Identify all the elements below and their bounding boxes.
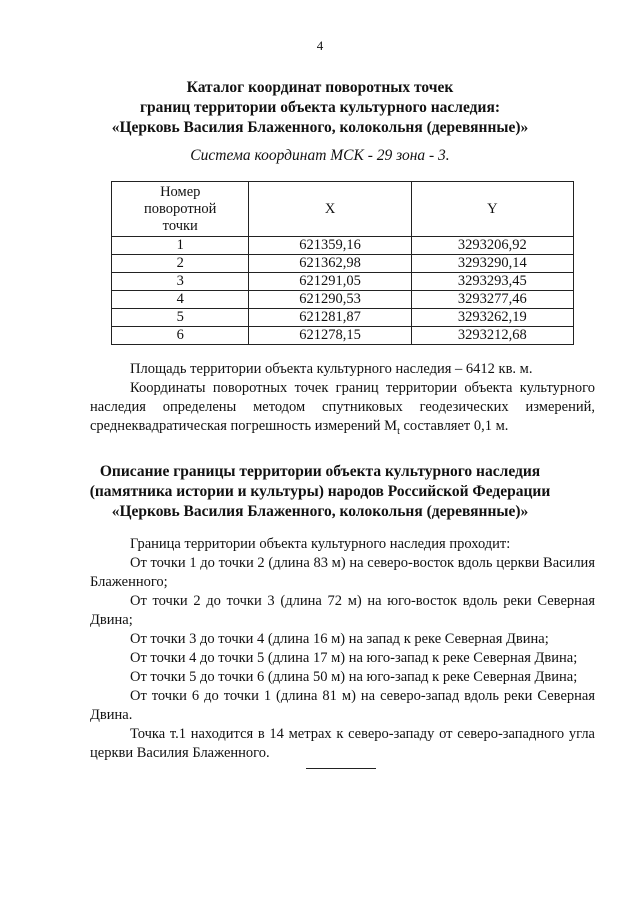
table-header-row [112, 182, 574, 237]
header-line: поворотной [144, 200, 217, 217]
cell-point: 6 [112, 327, 249, 345]
cell-x: 621359,16 [249, 237, 411, 255]
boundary-segment: От точки 2 до точки 3 (длина 72 м) на юго-восток вдоль реки Северная Двина; [90, 593, 595, 628]
boundary-segment: От точки 4 до точки 5 (длина 17 м) на юго-запад к реке Северная Двина; [130, 650, 578, 666]
description-title-line: Описание границы территории объекта культурного наследия [99, 463, 541, 480]
cell-y: 3293262,19 [411, 309, 573, 327]
table-row [112, 255, 574, 273]
cell-y: 3293212,68 [411, 327, 573, 345]
cell-y: 3293277,46 [411, 291, 573, 309]
boundary-segment: От точки 6 до точки 1 (длина 81 м) на северо-запад вдоль реки Северная Двина. [90, 688, 595, 723]
accuracy-paragraph [90, 379, 595, 441]
cell-point: 1 [112, 237, 249, 255]
cell-x: 621291,05 [249, 273, 411, 291]
cell-x: 621281,87 [249, 309, 411, 327]
table-row [112, 237, 574, 255]
header-line: Номер [160, 183, 201, 200]
column-header-y: Y [411, 182, 573, 237]
cell-y: 3293290,14 [411, 255, 573, 273]
coordinates-table [111, 181, 574, 345]
boundary-segment: От точки 3 до точки 4 (длина 16 м) на запад к реке Северная Двина; [130, 631, 549, 647]
coordinate-system-caption: Система координат МСК - 29 зона - 3. [190, 147, 450, 164]
cell-x: 621362,98 [249, 255, 411, 273]
point-location-note: Точка т.1 находится в 14 метрах к северо-западу от северо-западного угла церкви Василия Блаженного. [90, 726, 595, 761]
table-row [112, 309, 574, 327]
table-row [112, 327, 574, 345]
cell-point: 2 [112, 255, 249, 273]
table-row [112, 291, 574, 309]
cell-x: 621290,53 [249, 291, 411, 309]
cell-x: 621278,15 [249, 327, 411, 345]
boundary-intro: Граница территории объекта культурного наследия проходит: [130, 536, 511, 552]
description-title-line: «Церковь Василия Блаженного, колокольня (деревянные)» [111, 503, 529, 520]
area-paragraph: Площадь территории объекта культурного наследия – 6412 кв. м. [130, 361, 533, 377]
catalog-title-line: границ территории объекта культурного наследия: [139, 99, 500, 116]
cell-y: 3293293,45 [411, 273, 573, 291]
description-title [0, 462, 640, 522]
column-header-point-number [112, 182, 249, 237]
column-header-x: X [249, 182, 411, 237]
cell-point: 3 [112, 273, 249, 291]
accuracy-text: Координаты поворотных точек границ территории объекта культурного наследия определены методом спутниковых геодезических измерений, среднеквадратическая погрешность измерений M [90, 380, 595, 434]
accuracy-subscript: t [397, 425, 400, 437]
cell-point: 4 [112, 291, 249, 309]
table-row [112, 273, 574, 291]
page-number: 4 [316, 38, 324, 53]
boundary-segment: От точки 1 до точки 2 (длина 83 м) на северо-восток вдоль церкви Василия Блаженного; [90, 555, 595, 590]
catalog-title-line: Каталог координат поворотных точек [186, 79, 454, 96]
catalog-title [0, 78, 640, 138]
cell-y: 3293206,92 [411, 237, 573, 255]
description-title-line: (памятника истории и культуры) народов Российской Федерации [89, 483, 551, 500]
header-line: точки [162, 217, 198, 234]
boundary-segment: От точки 5 до точки 6 (длина 50 м) на юго-запад к реке Северная Двина; [130, 669, 578, 685]
end-divider [306, 768, 376, 769]
accuracy-text-end: составляет 0,1 м. [399, 418, 509, 434]
cell-point: 5 [112, 309, 249, 327]
catalog-title-line: «Церковь Василия Блаженного, колокольня (деревянные)» [111, 119, 529, 136]
